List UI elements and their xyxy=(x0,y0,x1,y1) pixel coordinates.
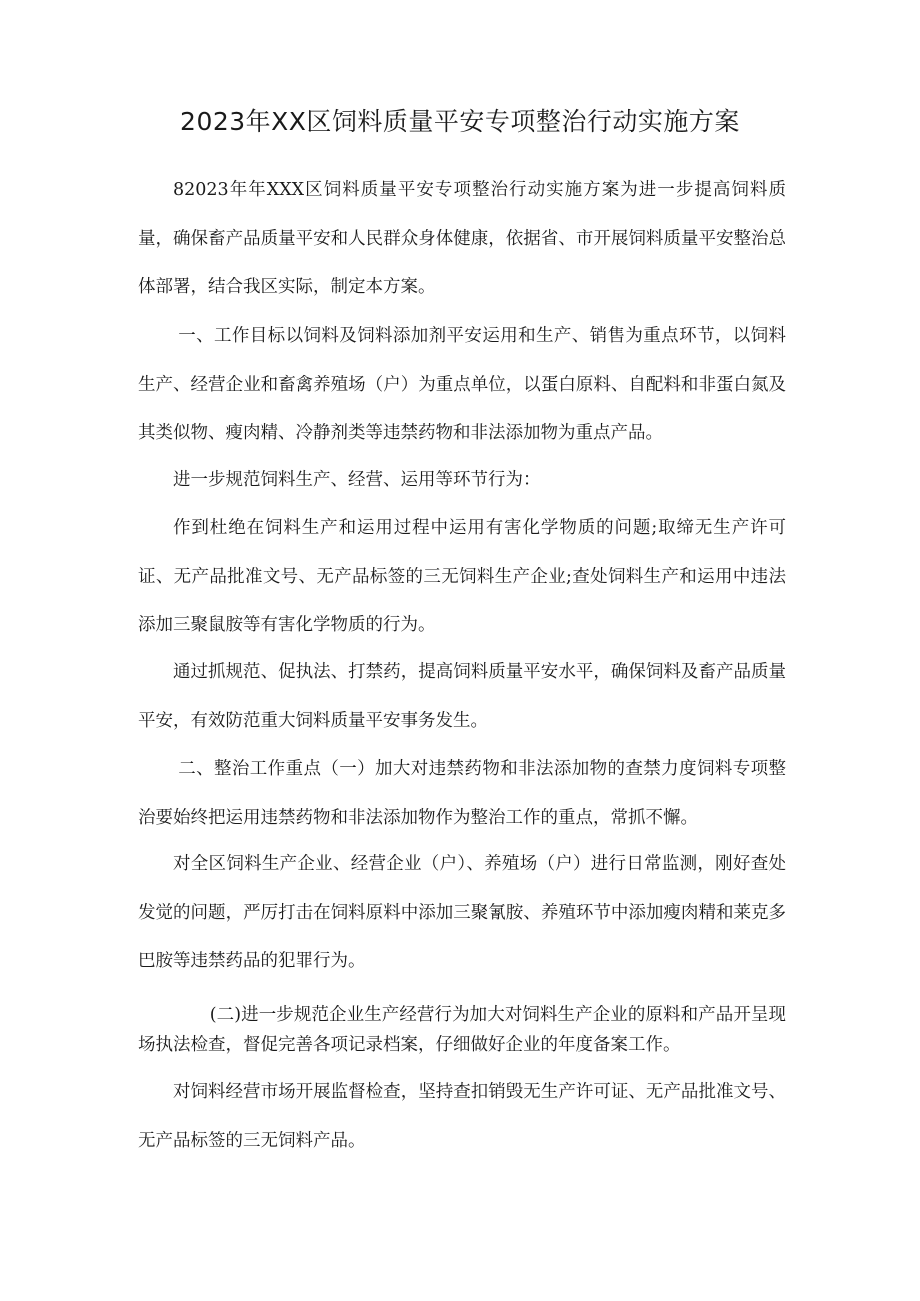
paragraph-intro: 82023年年XXX区饲料质量平安专项整治行动实施方案为进一步提高饲料质量，确保畜产品质量平安和人民群众身体健康，依据省、市开展饲料质量平安整治总体部署，结合我区实际，制定本方案。 xyxy=(138,180,786,297)
paragraph-work-goal: 一、工作目标以饲料及饲料添加剂平安运用和生产、销售为重点环节，以饲料生产、经营企业和畜禽养殖场（户）为重点单位，以蛋白原料、自配料和非蛋白氮及其类似物、瘦肉精、冷静剂类等违禁药物和非法添加物为重点产品。 xyxy=(138,326,786,443)
paragraph-standardize: 进一步规范饲料生产、经营、运用等环节行为： xyxy=(173,470,541,490)
paragraph-focus-two: (二)进一步规范企业生产经营行为加大对饲料生产企业的原料和产品开呈现场执法检查，督促完善各项记录档案，仔细做好企业的年度备案工作。 xyxy=(138,1005,786,1055)
paragraph-enforcement: 通过抓规范、促执法、打禁药，提高饲料质量平安水平，确保饲料及畜产品质量平安，有效防范重大饲料质量平安事务发生。 xyxy=(138,662,786,731)
paragraph-market-check: 对饲料经营市场开展监督检查，坚持查扣销毁无生产许可证、无产品批准文号、无产品标签的三无饲料产品。 xyxy=(138,1082,786,1151)
document-title: 2023年XX区饲料质量平安专项整治行动实施方案 xyxy=(180,107,740,136)
paragraph-monitoring: 对全区饲料生产企业、经营企业（户）、养殖场（户）进行日常监测，刚好查处发觉的问题，严厉打击在饲料原料中添加三聚氰胺、养殖环节中添加瘦肉精和莱克多巴胺等违禁药品的犯罪行为。 xyxy=(138,854,786,971)
paragraph-focus-one: 二、整治工作重点（一）加大对违禁药物和非法添加物的查禁力度饲料专项整治要始终把运用违禁药物和非法添加物作为整治工作的重点，常抓不懈。 xyxy=(138,759,786,828)
paragraph-eliminate: 作到杜绝在饲料生产和运用过程中运用有害化学物质的问题;取缔无生产许可证、无产品批准文号、无产品标签的三无饲料生产企业;查处饲料生产和运用中违法添加三聚鼠胺等有害化学物质的行为。 xyxy=(138,518,786,635)
